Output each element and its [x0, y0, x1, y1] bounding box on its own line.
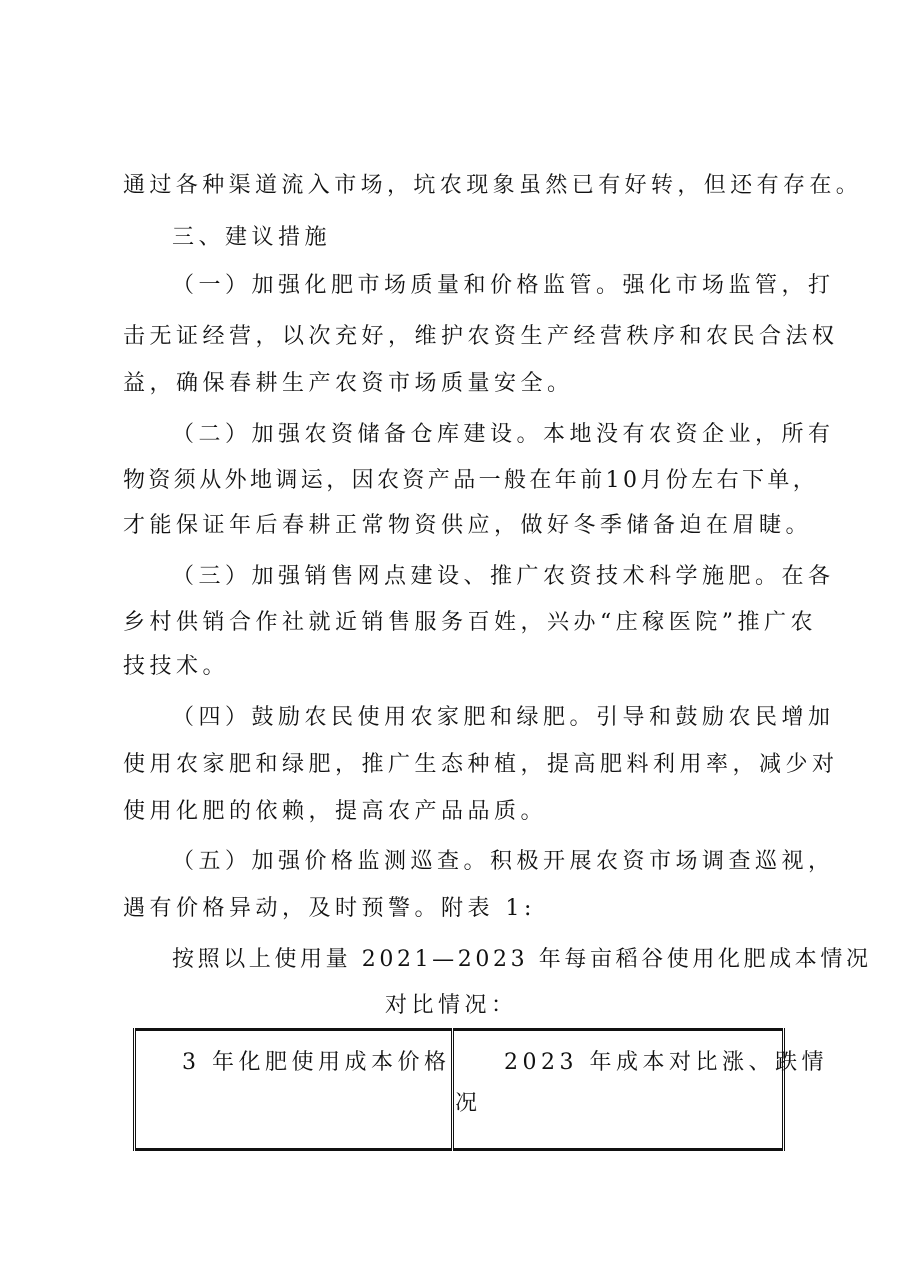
section-heading: 三、建议措施 [172, 225, 332, 250]
cost-comparison-table [133, 1028, 828, 1151]
paragraph-line: 使用农家肥和绿肥，推广生态种植，提高肥料利用率，减少对 [123, 752, 839, 777]
table-header-cell-price: 3 年化肥使用成本价格 [135, 1030, 453, 1150]
table-header-text: 2023 年成本对比涨、跌情 [504, 1050, 828, 1075]
paragraph-line: （三）加强销售网点建设、推广农资技术科学施肥。在各 [172, 564, 835, 589]
paragraph-line: 物资须从外地调运，因农资产品一般在年前10月份左右下单， [123, 468, 819, 493]
paragraph-line: 遇有价格异动，及时预警。附表 1: [123, 896, 536, 921]
paragraph-line: 才能保证年后春耕正常物资供应，做好冬季储备迫在眉睫。 [123, 513, 813, 538]
paragraph-line: 击无证经营，以次充好，维护农资生产经营秩序和农民合法权 [123, 324, 839, 349]
table-header-cell-change [453, 1030, 828, 1150]
table-row [135, 1030, 784, 1150]
paragraph-line: 技技术。 [123, 654, 230, 679]
paragraph-line: 通过各种渠道流入市场，坑农现象虽然已有好转，但还有存在。 [123, 173, 863, 198]
paragraph-line: （一）加强化肥市场质量和价格监管。强化市场监管，打 [172, 273, 835, 298]
table-caption: 按照以上使用量 2021—2023 年每亩稻谷使用化肥成本情况 [172, 947, 872, 972]
paragraph-line: （二）加强农资储备仓库建设。本地没有农资企业，所有 [172, 422, 835, 447]
table-header-text: 况 [455, 1091, 482, 1116]
paragraph-line: 益，确保春耕生产农资市场质量安全。 [123, 371, 574, 396]
paragraph-line: （五）加强价格监测巡查。积极开展农资市场调查巡视， [172, 849, 835, 874]
table-caption-cont: 对比情况： [385, 993, 518, 1018]
paragraph-line: （四）鼓励农民使用农家肥和绿肥。引导和鼓励农民增加 [172, 705, 835, 730]
paragraph-line: 乡村供销合作社就近销售服务百姓，兴办“庄稼医院”推广农 [123, 610, 817, 635]
paragraph-line: 使用化肥的依赖，提高农产品品质。 [123, 799, 548, 824]
